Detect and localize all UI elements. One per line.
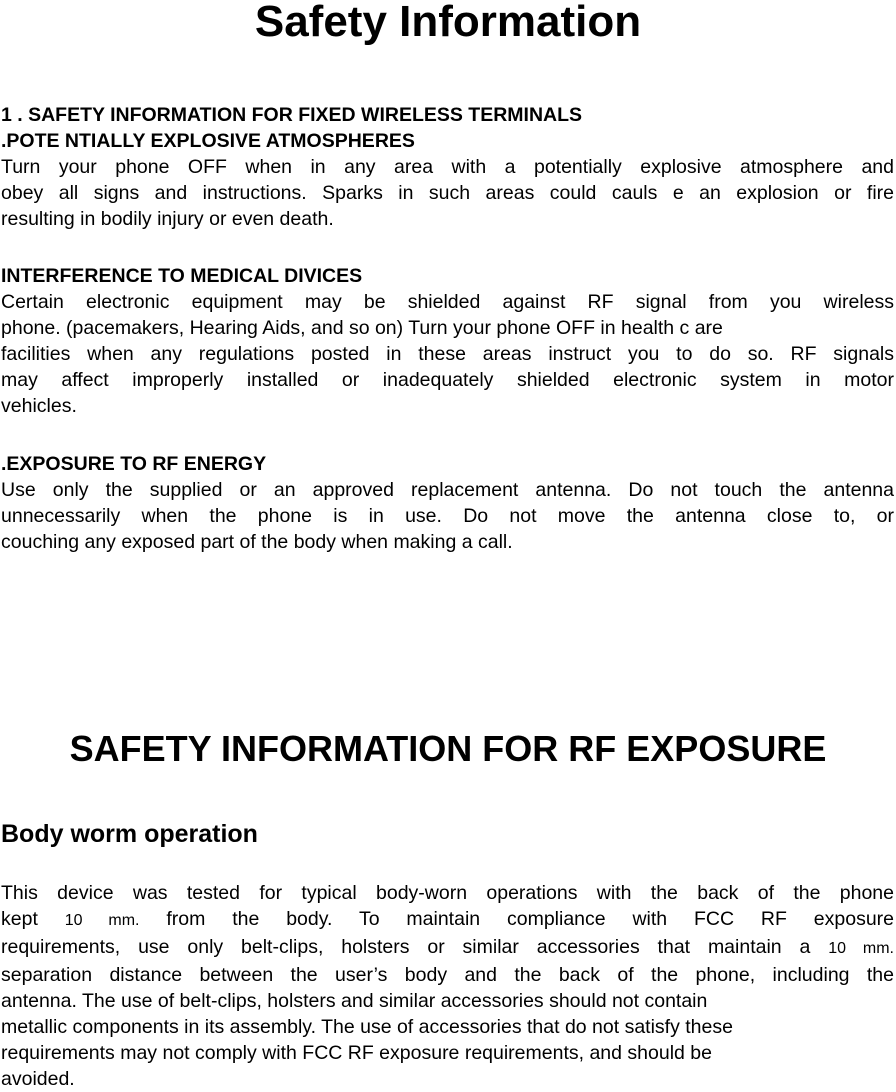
body-line: Use only the supplied or an approved replacement antenna. Do not touch the antenna [1, 479, 894, 501]
section-body-worn [1, 818, 894, 850]
body-line: phone. (pacemakers, Hearing Aids, and so on) Turn your phone OFF in health c are [1, 317, 723, 339]
section-rf-energy [1, 451, 894, 555]
section-body [1, 154, 894, 232]
rf-exposure-title: SAFETY INFORMATION FOR RF EXPOSURE [69, 728, 827, 769]
section-medical-devices [1, 263, 894, 419]
text-fragment: from the body. To maintain compliance with FCC RF exposure [166, 908, 895, 930]
body-line-measure [1, 906, 894, 934]
body-line: separation distance between the user’s body and the back of the phone, including the [1, 964, 894, 986]
body-line: Turn your phone OFF when in any area with a potentially explosive atmosphere and [1, 156, 894, 178]
body-line: facilities when any regulations posted in these areas instruct you to do so. RF signals [1, 343, 894, 365]
body-line: Certain electronic equipment may be shielded against RF signal from you wireless [1, 291, 894, 313]
measurement-text: 10 mm. [64, 912, 140, 929]
section-heading: INTERFERENCE TO MEDICAL DIVICES [1, 265, 363, 287]
section-heading: .EXPOSURE TO RF ENERGY [1, 453, 267, 475]
measurement-text: 10 mm. [828, 940, 895, 957]
body-line: may affect improperly installed or inadequately shielded electronic system in motor [1, 369, 894, 391]
body-line: metallic components in its assembly. The use of accessories that do not satisfy these [1, 1016, 733, 1038]
body-line: vehicles. [1, 395, 77, 417]
body-line: requirements may not comply with FCC RF exposure requirements, and should be [1, 1042, 712, 1064]
body-line: unnecessarily when the phone is in use. Do not move the antenna close to, or [1, 505, 894, 527]
body-line: resulting in bodily injury or even death. [1, 208, 334, 230]
body-line-measure [1, 934, 894, 962]
text-fragment: kept [1, 908, 38, 930]
section-body [1, 289, 894, 419]
section-heading: 1 . SAFETY INFORMATION FOR FIXED WIRELESS TERMINALS [1, 104, 583, 126]
body-worn-text [1, 880, 894, 1092]
section-body [1, 477, 894, 555]
body-line: avoided. [1, 1068, 75, 1090]
text-fragment: requirements, use only belt-clips, holsters or similar accessories that maintain a [1, 936, 811, 958]
body-line: This device was tested for typical body-worn operations with the back of the phone [1, 882, 894, 904]
section-subheading: .POTE NTIALLY EXPLOSIVE ATMOSPHERES [1, 130, 415, 152]
section-fixed-wireless [1, 102, 894, 232]
page-title: Safety Information [254, 0, 642, 46]
body-line: obey all signs and instructions. Sparks in such areas could cauls e an explosion or fire [1, 182, 894, 204]
body-line: couching any exposed part of the body when making a call. [1, 531, 513, 553]
body-worn-heading: Body worm operation [1, 820, 258, 848]
body-line: antenna. The use of belt-clips, holsters and similar accessories should not contain [1, 990, 708, 1012]
